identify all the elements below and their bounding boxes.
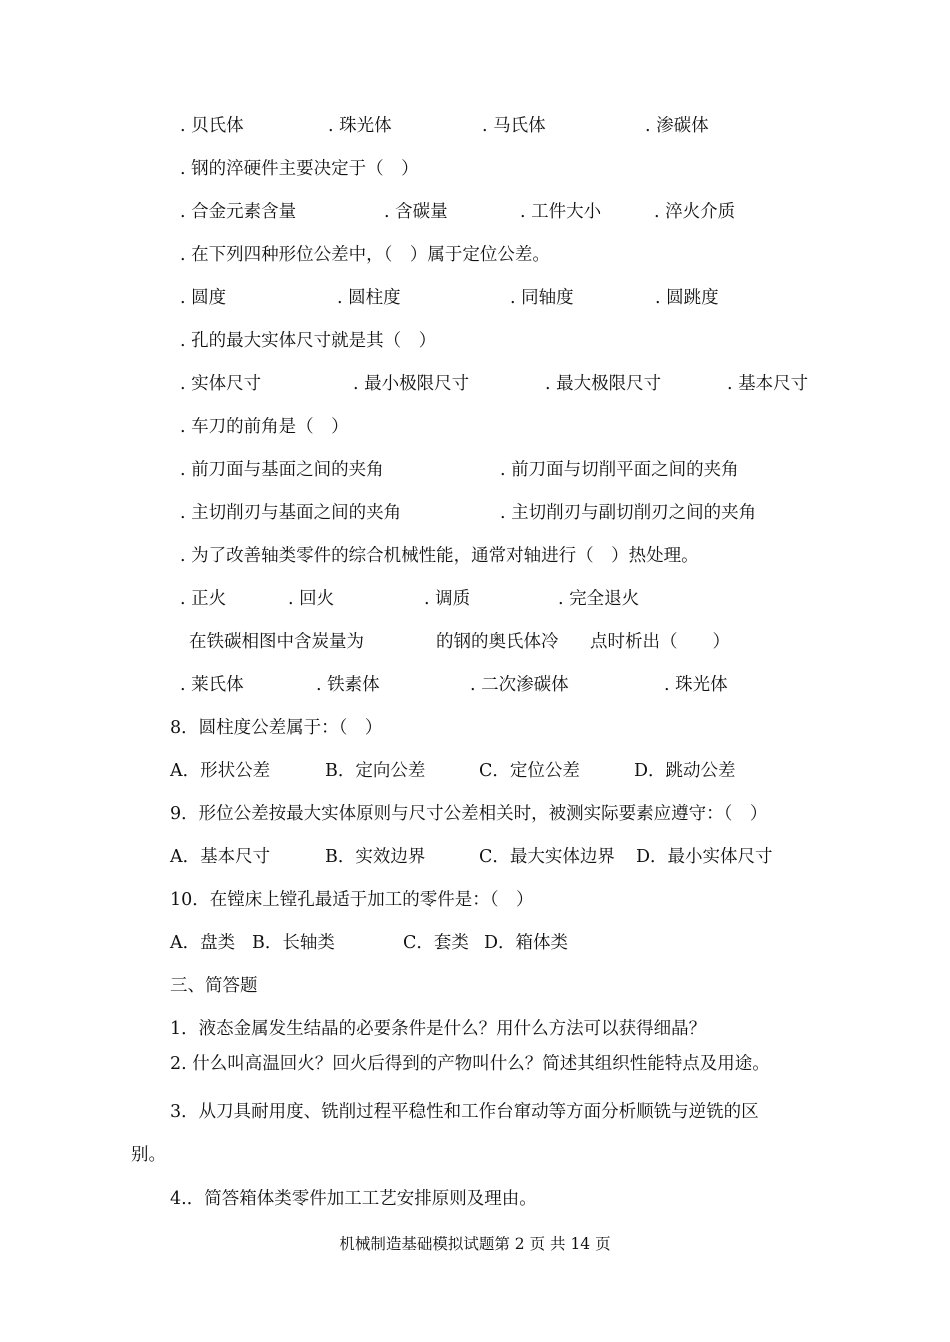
option-b: . 回火 — [288, 589, 335, 609]
option-a: . 正火 — [180, 589, 227, 609]
question-text-part: 的钢的奥氏体冷 — [436, 632, 559, 652]
text-line — [0, 412, 950, 442]
question-text-part: 在铁碳相图中含炭量为 — [189, 632, 364, 652]
option-c: . 主切削刃与基面之间的夹角 — [180, 503, 402, 523]
question-text: 9．形位公差按最大实体原则与尺寸公差相关时，被测实际要素应遵守：（ ） — [170, 804, 768, 824]
option-b: B．定向公差 — [325, 761, 426, 781]
option-d: . 珠光体 — [664, 675, 728, 695]
text-line — [0, 584, 950, 614]
question-text: 10．在镗床上镗孔最适于加工的零件是：（ ） — [170, 890, 534, 910]
text-line — [0, 1184, 950, 1214]
question-text: . 在下列四种形位公差中，（ ）属于定位公差。 — [180, 245, 550, 265]
text-line — [0, 627, 950, 657]
option-a: . 实体尺寸 — [180, 374, 262, 394]
section-heading-text: 三、简答题 — [170, 976, 258, 996]
option-c: C．定位公差 — [479, 761, 580, 781]
option-c: . 马氏体 — [482, 116, 546, 136]
option-a: . 圆度 — [180, 288, 227, 308]
option-c: . 同轴度 — [510, 288, 574, 308]
option-b: . 铁素体 — [316, 675, 380, 695]
question-text: 2. 什么叫高温回火？回火后得到的产物叫什么？简述其组织性能特点及用途。 — [170, 1054, 770, 1074]
text-line — [0, 1140, 950, 1170]
option-d: . 圆跳度 — [655, 288, 719, 308]
option-d: . 主切削刃与副切削刃之间的夹角 — [500, 503, 757, 523]
question-text: . 孔的最大实体尺寸就是其（ ） — [180, 331, 437, 351]
option-a: A．形状公差 — [170, 761, 271, 781]
text-line — [0, 455, 950, 485]
option-c: . 二次渗碳体 — [470, 675, 569, 695]
option-b: B．长轴类 — [252, 933, 335, 953]
option-d: . 完全退火 — [558, 589, 640, 609]
option-b: . 最小极限尺寸 — [353, 374, 470, 394]
text-line — [0, 111, 950, 141]
question-text: 3．从刀具耐用度、铣削过程平稳性和工作台窜动等方面分析顺铣与逆铣的区 — [170, 1102, 759, 1122]
option-c: C．最大实体边界 — [479, 847, 615, 867]
text-line — [0, 369, 950, 399]
question-text: . 车刀的前角是（ ） — [180, 417, 349, 437]
option-d: D．跳动公差 — [634, 761, 736, 781]
option-a: . 前刀面与基面之间的夹角 — [180, 460, 384, 480]
page-footer: 机械制造基础模拟试题第 2 页 共 14 页 — [339, 1235, 611, 1253]
text-line — [0, 1014, 950, 1044]
question-text-part: 点时析出（ ） — [590, 632, 730, 652]
text-line — [0, 756, 950, 786]
option-b: . 含碳量 — [384, 202, 448, 222]
option-d: . 渗碳体 — [645, 116, 709, 136]
text-line — [0, 1097, 950, 1127]
question-text: . 钢的淬硬件主要决定于（ ） — [180, 159, 419, 179]
text-line — [0, 885, 950, 915]
text-line — [0, 713, 950, 743]
option-c: . 最大极限尺寸 — [545, 374, 662, 394]
option-d: D．最小实体尺寸 — [636, 847, 773, 867]
question-text: 4.．简答箱体类零件加工工艺安排原则及理由。 — [170, 1189, 537, 1209]
option-a: A．基本尺寸 — [170, 847, 271, 867]
option-b: B．实效边界 — [325, 847, 426, 867]
question-text-continued: 别。 — [131, 1145, 166, 1165]
option-d: . 基本尺寸 — [727, 374, 809, 394]
text-line — [0, 670, 950, 700]
option-b: . 圆柱度 — [337, 288, 401, 308]
text-line — [0, 842, 950, 872]
option-d: . 淬火介质 — [654, 202, 736, 222]
text-line — [0, 197, 950, 227]
option-c: . 调质 — [424, 589, 471, 609]
text-line — [0, 928, 950, 958]
text-line — [0, 240, 950, 270]
option-b: . 珠光体 — [328, 116, 392, 136]
question-text: 8．圆柱度公差属于：（ ） — [170, 718, 383, 738]
option-d: D．箱体类 — [484, 933, 569, 953]
option-c: . 工件大小 — [520, 202, 602, 222]
section-heading — [0, 971, 950, 1001]
text-line — [0, 1049, 950, 1079]
text-line — [0, 283, 950, 313]
text-line — [0, 326, 950, 356]
option-a: . 合金元素含量 — [180, 202, 297, 222]
text-line — [0, 541, 950, 571]
text-line — [0, 498, 950, 528]
text-line — [0, 154, 950, 184]
option-c: C．套类 — [403, 933, 469, 953]
question-text: 1．液态金属发生结晶的必要条件是什么？用什么方法可以获得细晶？ — [170, 1019, 707, 1039]
option-a: . 莱氏体 — [180, 675, 244, 695]
question-text: . 为了改善轴类零件的综合机械性能，通常对轴进行（ ）热处理。 — [180, 546, 699, 566]
option-b: . 前刀面与切削平面之间的夹角 — [500, 460, 739, 480]
text-line — [0, 799, 950, 829]
option-a: . 贝氏体 — [180, 116, 244, 136]
option-a: A．盘类 — [170, 933, 236, 953]
